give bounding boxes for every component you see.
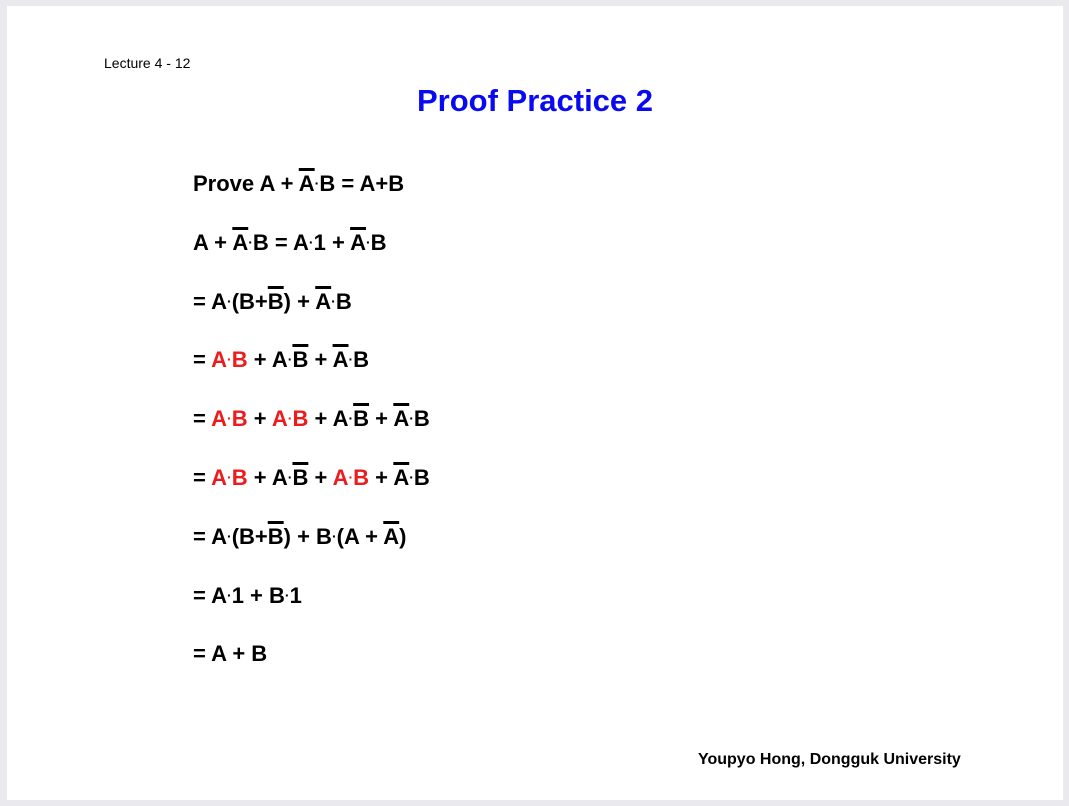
proof-step	[193, 230, 387, 258]
expression-text: 1	[289, 582, 302, 608]
expression-text: B	[231, 347, 248, 373]
multiply-dot: ·	[348, 410, 354, 427]
complement-term: $\overline{B}$	[353, 406, 370, 432]
multiply-dot: ·	[227, 469, 232, 485]
multiply-dot: ·	[227, 410, 232, 427]
expression-text: A	[332, 465, 349, 490]
expression-text: =	[193, 465, 212, 490]
expression-text: B = A	[252, 229, 309, 255]
complement-term: $\overline{B}$	[267, 523, 284, 549]
author-credit: Youpyo Hong, Dongguk University	[698, 751, 961, 768]
multiply-dot: ·	[314, 175, 320, 191]
expression-text: )	[399, 523, 407, 549]
expression-text: B	[413, 465, 430, 490]
expression-text: ) +	[283, 288, 316, 314]
expression-text: B	[353, 465, 370, 490]
expression-text: A	[211, 465, 228, 490]
expression-text: B	[370, 229, 387, 255]
expression-text: (A +	[336, 523, 384, 549]
expression-text: +	[308, 347, 333, 373]
expression-text: 1 +	[313, 229, 351, 255]
multiply-dot: ·	[227, 527, 232, 544]
expression-text: (B+	[231, 288, 268, 314]
multiply-dot: ·	[248, 233, 253, 250]
multiply-dot: ·	[284, 586, 290, 603]
expression-text: B	[292, 406, 309, 432]
expression-text: ) + B	[283, 523, 332, 549]
expression-text: +	[308, 465, 333, 490]
proof-step	[193, 406, 430, 434]
expression-text: + A	[247, 347, 288, 373]
expression-text: B	[231, 406, 248, 432]
multiply-dot: ·	[331, 527, 337, 544]
proof-step	[193, 524, 407, 552]
expression-text: = A + B	[193, 641, 268, 667]
expression-text: B = A+B	[319, 171, 405, 196]
multiply-dot: ·	[348, 351, 354, 368]
complement-term: $\overline{A}$	[332, 347, 349, 373]
slide-title: Proof Practice 2	[416, 83, 654, 118]
proof-step	[193, 347, 369, 375]
proof-step	[193, 465, 430, 493]
expression-text: = A	[193, 582, 228, 608]
multiply-dot: ·	[331, 292, 336, 309]
complement-term: $\overline{A}$	[393, 406, 410, 432]
multiply-dot: ·	[287, 410, 293, 427]
multiply-dot: ·	[348, 469, 354, 485]
expression-text: 1 + B	[231, 582, 285, 608]
multiply-dot: ·	[365, 233, 371, 250]
multiply-dot: ·	[287, 469, 293, 485]
complement-term: $\overline{A}$	[350, 229, 366, 255]
expression-text: A +	[193, 229, 233, 255]
lecture-label: Lecture 4 - 12	[104, 55, 191, 71]
expression-text: +	[369, 465, 394, 490]
multiply-dot: ·	[227, 351, 232, 368]
complement-term: $\overline{A}$	[393, 465, 410, 490]
multiply-dot: ·	[409, 469, 414, 485]
complement-term: $\overline{A}$	[383, 523, 400, 549]
complement-term: $\overline{B}$	[292, 347, 309, 373]
proof-step	[193, 641, 267, 667]
expression-text: A	[271, 406, 288, 432]
expression-text: B	[353, 347, 370, 373]
multiply-dot: ·	[227, 586, 232, 603]
expression-text: B	[231, 465, 248, 490]
proof-statement	[193, 171, 404, 199]
multiply-dot: ·	[287, 351, 293, 368]
expression-text: =	[193, 406, 212, 432]
multiply-dot: ·	[308, 233, 314, 250]
multiply-dot: ·	[409, 410, 414, 427]
expression-text: B	[413, 406, 430, 432]
complement-term: $\overline{A}$	[315, 288, 332, 314]
expression-text: A	[211, 347, 228, 373]
expression-text: +	[369, 406, 394, 432]
proof-step	[193, 583, 302, 611]
expression-text: + A	[308, 406, 349, 432]
expression-text: = A	[193, 523, 228, 549]
complement-term: $\overline{B}$	[292, 465, 309, 490]
expression-text: = A	[193, 288, 228, 314]
expression-text: (B+	[231, 523, 268, 549]
expression-text: B	[335, 288, 352, 314]
complement-term: $\overline{B}$	[267, 288, 284, 314]
expression-text: +	[247, 406, 272, 432]
expression-text: A	[211, 406, 228, 432]
expression-text: =	[193, 347, 212, 373]
expression-text: Prove A +	[193, 171, 299, 196]
expression-text: + A	[247, 465, 288, 490]
slide	[7, 6, 1063, 800]
complement-term: $\overline{A}$	[232, 229, 249, 255]
proof-step	[193, 289, 352, 317]
complement-term: $\overline{A}$	[298, 171, 315, 196]
multiply-dot: ·	[227, 292, 232, 309]
